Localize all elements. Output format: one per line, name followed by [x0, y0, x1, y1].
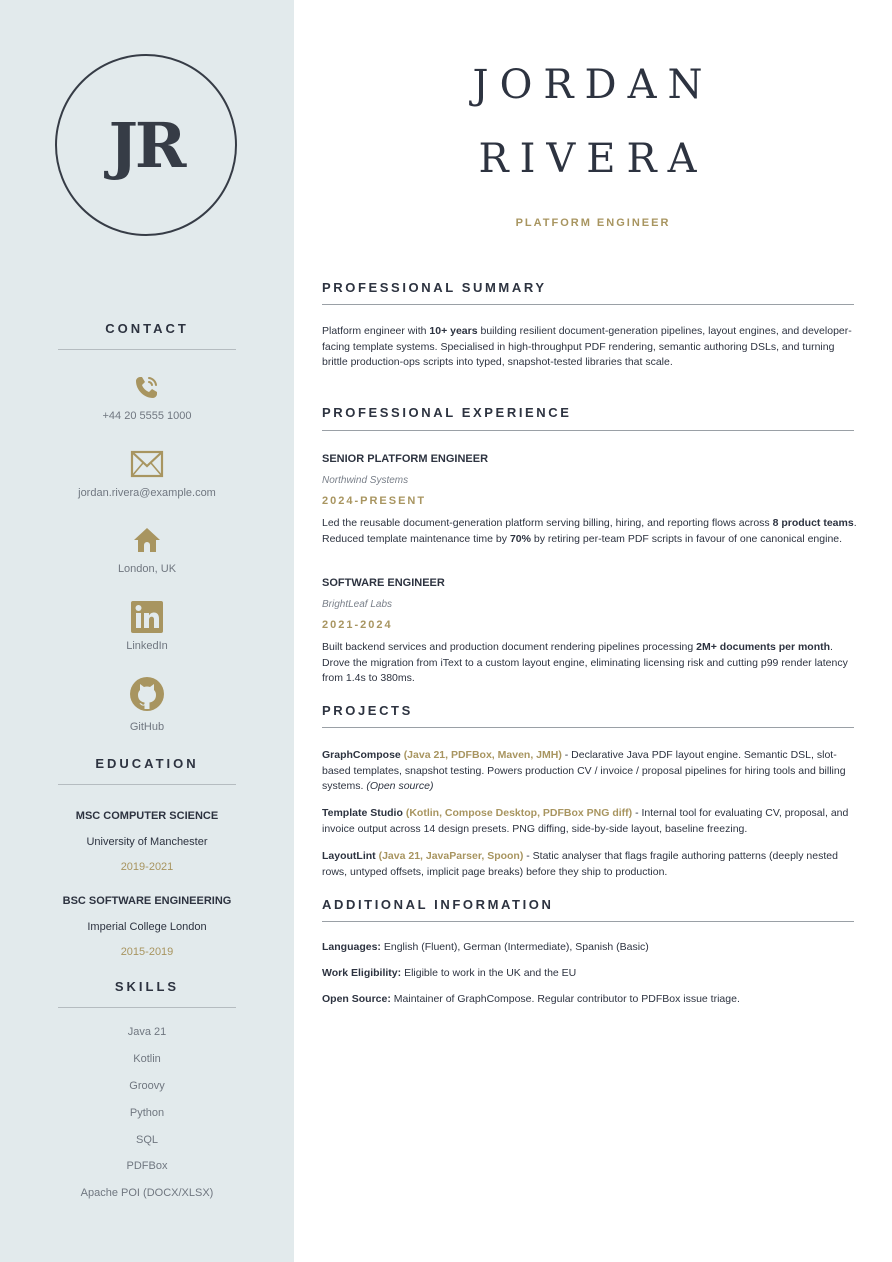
- skill-item: Kotlin: [133, 1053, 161, 1065]
- contact-github-label: GitHub: [129, 721, 165, 733]
- main-content: [294, 0, 892, 1262]
- additional-divider: [322, 921, 854, 922]
- education-years: 2015-2019: [120, 946, 174, 958]
- project-item: GraphCompose (Java 21, PDFBox, Maven, JMH) - Declarative Java PDF layout engine. Semantic DSL, slot-based templates, snapshot testing. Powers production CV / invoice / proposal pipelines for hiring tools and billing systems. (Open source): [322, 749, 846, 793]
- education-divider: [58, 784, 236, 785]
- project-name: GraphCompose: [322, 749, 401, 761]
- skill-item: Groovy: [129, 1080, 165, 1092]
- skill-item: SQL: [135, 1134, 158, 1146]
- contact-heading: CONTACT: [105, 321, 189, 336]
- project-tech: (Java 21, JavaParser, Spoon): [378, 850, 524, 862]
- sidebar: [0, 0, 294, 1262]
- envelope-icon: [130, 449, 164, 479]
- project-tech: (Java 21, PDFBox, Maven, JMH): [403, 749, 562, 761]
- job-dates: 2024-PRESENT: [322, 495, 427, 507]
- contact-location-label: London, UK: [117, 563, 177, 575]
- contact-email[interactable]: [58, 449, 236, 499]
- contact-linkedin[interactable]: [58, 600, 236, 652]
- additional-item: Languages: English (Fluent), German (Intermediate), Spanish (Basic): [322, 941, 649, 953]
- contact-linkedin-label: LinkedIn: [126, 640, 168, 652]
- phone-icon: [132, 372, 162, 402]
- name-first: JORDAN: [472, 62, 714, 108]
- summary-text: Platform engineer with 10+ years building resilient document-generation pipelines, layout engines, and developer-facing template systems. Specialised in high-throughput PDF rendering, semantic authoring DSLs, and turning brittle production-ops scripts into typed, snapshot-tested libraries that scale.: [322, 325, 852, 369]
- skill-item: Python: [129, 1107, 165, 1119]
- contact-email-label: jordan.rivera@example.com: [78, 487, 216, 499]
- education-degree: BSC SOFTWARE ENGINEERING: [62, 895, 232, 907]
- summary-divider: [322, 304, 854, 305]
- experience-heading: PROFESSIONAL EXPERIENCE: [322, 405, 572, 420]
- project-item: LayoutLint (Java 21, JavaParser, Spoon) - Static analyser that flags fragile authoring patterns (deeply nested rows, untyped offsets, implicit page breaks) before they ship to production.: [322, 850, 838, 878]
- contact-phone-label: +44 20 5555 1000: [102, 410, 192, 422]
- contact-phone[interactable]: [58, 372, 236, 422]
- education-heading: EDUCATION: [95, 756, 199, 771]
- summary-heading: PROFESSIONAL SUMMARY: [322, 280, 547, 295]
- education-years: 2019-2021: [120, 861, 174, 873]
- skill-item: Java 21: [127, 1026, 167, 1038]
- education-school: University of Manchester: [86, 836, 208, 848]
- additional-item: Open Source: Maintainer of GraphCompose. Regular contributor to PDFBox issue triage.: [322, 993, 740, 1005]
- contact-divider: [58, 349, 236, 350]
- additional-item: Work Eligibility: Eligible to work in the UK and the EU: [322, 967, 577, 979]
- skill-item: Apache POI (DOCX/XLSX): [80, 1187, 214, 1199]
- job-description: Built backend services and production document rendering pipelines processing 2M+ documents per month. Drove the migration from iText to a custom layout engine, eliminating licensing risk and cutting p99 render latency from 1.4s to 380ms.: [322, 641, 848, 685]
- linkedin-icon: [130, 600, 164, 634]
- job-title: SOFTWARE ENGINEER: [322, 577, 445, 589]
- job-role: PLATFORM ENGINEER: [515, 217, 671, 229]
- education-degree: MSC COMPUTER SCIENCE: [75, 810, 219, 822]
- job-title: SENIOR PLATFORM ENGINEER: [322, 453, 489, 465]
- experience-divider: [322, 430, 854, 431]
- projects-divider: [322, 727, 854, 728]
- monogram-text: JR: [108, 108, 184, 182]
- job-description: Led the reusable document-generation platform serving billing, hiring, and reporting flows across 8 product teams. Reduced template maintenance time by 70% by retiring per-team PDF scripts in favour of one canonical engine.: [322, 517, 857, 545]
- monogram-circle: [55, 54, 237, 236]
- job-company: BrightLeaf Labs: [322, 599, 393, 610]
- contact-github[interactable]: [58, 676, 236, 733]
- github-icon: [129, 676, 165, 712]
- name-last: RIVERA: [478, 136, 708, 182]
- skills-heading: SKILLS: [114, 979, 180, 994]
- home-icon: [132, 525, 162, 555]
- education-school: Imperial College London: [87, 921, 207, 933]
- project-name: LayoutLint: [322, 850, 376, 862]
- skills-divider: [58, 1007, 236, 1008]
- project-name: Template Studio: [322, 807, 403, 819]
- job-company: Northwind Systems: [322, 475, 409, 486]
- job-dates: 2021-2024: [322, 619, 393, 631]
- projects-heading: PROJECTS: [322, 703, 413, 718]
- skill-item: PDFBox: [126, 1160, 168, 1172]
- contact-location: [58, 525, 236, 575]
- additional-heading: ADDITIONAL INFORMATION: [322, 897, 554, 912]
- project-tech: (Kotlin, Compose Desktop, PDFBox PNG diff): [405, 807, 633, 819]
- project-item: Template Studio (Kotlin, Compose Desktop, PDFBox PNG diff) - Internal tool for evaluating CV, proposal, and invoice output across 14 design presets. PNG diffing, side-by-side layout, baseline freezing.: [322, 807, 849, 835]
